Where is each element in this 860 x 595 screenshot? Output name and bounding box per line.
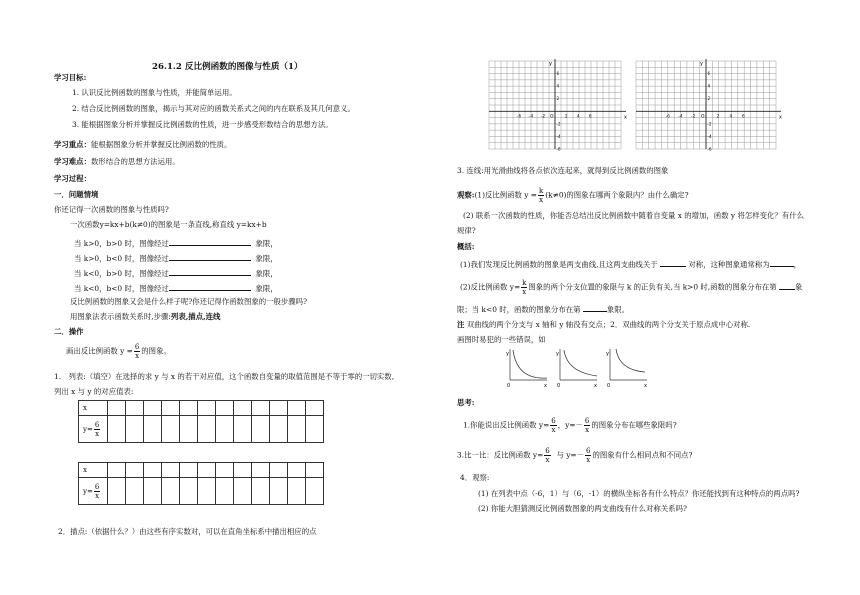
table-cell[interactable] xyxy=(126,478,144,505)
key-point xyxy=(54,140,231,149)
table-cell[interactable] xyxy=(288,478,306,505)
table-cell[interactable] xyxy=(216,401,234,416)
table-cell[interactable] xyxy=(198,463,216,478)
y-tick-label: -6 xyxy=(707,146,712,152)
table-cell[interactable] xyxy=(252,416,270,443)
think-1-text-c: 的图象分布在哪些象限吗? xyxy=(591,420,677,430)
summary-1-text: (1)我们发现反比例函数的图象是两支曲线,且这两支曲线关于 xyxy=(460,260,658,269)
key-label: 学习重点： xyxy=(54,140,91,149)
x-tick-label: -4 xyxy=(529,113,533,119)
step1-line1: 1. 列表:（填空）在选择的求 y 与 x 的若干对应值，这个函数自变量的取值范围是不等于零的一切实数, xyxy=(54,372,395,381)
denominator: x xyxy=(539,196,544,204)
summary-3 xyxy=(457,303,629,314)
table-cell[interactable] xyxy=(144,463,162,478)
table-cell[interactable] xyxy=(108,416,126,443)
table-cell[interactable] xyxy=(162,416,180,443)
goals-heading: 学习目标: xyxy=(54,73,87,82)
numerator: 6 xyxy=(134,343,140,351)
answer-blank[interactable] xyxy=(169,267,251,276)
steps-bold: 列表,描点,连线 xyxy=(170,312,221,321)
denominator: x xyxy=(135,352,140,360)
draw-text-end: 的图象。 xyxy=(141,346,171,356)
steps-text: 用图象法表示函数关系时,步骤: xyxy=(70,312,171,321)
goal-1: 1. 认识反比例函数的图象与性质，并能简单运用。 xyxy=(72,88,237,97)
coordinate-grid-2[interactable] xyxy=(634,58,784,154)
fraction xyxy=(521,279,527,296)
difficulty xyxy=(54,157,180,166)
coordinate-grid-1[interactable] xyxy=(487,58,629,154)
note xyxy=(457,320,750,329)
table-cell[interactable] xyxy=(108,478,126,505)
numerator: 6 xyxy=(94,420,100,429)
y-label: y= xyxy=(83,425,93,433)
case-cond: 当 k>0，b>0 时，图像经过 xyxy=(74,239,169,248)
x-tick-label: 2 xyxy=(716,113,720,119)
table-cell[interactable] xyxy=(252,478,270,505)
case-cond: 当 k<0，b>0 时，图像经过 xyxy=(74,269,169,278)
table-cell[interactable] xyxy=(180,416,198,443)
observe-text-end: (k≠0)的图象在哪两个象限内？由什么确定? xyxy=(545,190,689,200)
table-cell[interactable] xyxy=(306,416,324,443)
think-1-text: 1.你能说出反比例函数 y= xyxy=(463,420,550,430)
mistake-graph-3 xyxy=(603,346,649,388)
y-tick-label: 2 xyxy=(556,96,560,102)
x-axis-label: x xyxy=(624,114,627,121)
think-3 xyxy=(457,447,692,464)
table-y-header xyxy=(79,478,108,505)
table-y-header xyxy=(79,416,108,443)
table-cell[interactable] xyxy=(270,416,288,443)
fraction xyxy=(550,417,556,434)
y-axis-label: y xyxy=(700,61,703,67)
question-2b: 规律? xyxy=(457,226,476,235)
section1-heading: 一．问题情境 xyxy=(54,190,99,199)
answer-blank[interactable] xyxy=(770,258,794,267)
numerator: 6 xyxy=(94,482,100,491)
table-cell[interactable] xyxy=(270,478,288,505)
numerator: 6 xyxy=(585,447,591,455)
summary-heading: 概括: xyxy=(457,242,475,251)
table-cell[interactable] xyxy=(162,463,180,478)
goal-3: 3. 能根据图象分析并掌握反比例函数的性质，进一步感受形数结合的思想方法。 xyxy=(72,120,333,129)
answer-blank[interactable] xyxy=(169,282,251,291)
draw-text: 画出反比例函数 y = xyxy=(66,346,133,356)
y-tick-label: 2 xyxy=(707,96,711,102)
case-row xyxy=(74,252,278,263)
table-cell[interactable] xyxy=(306,463,324,478)
fraction xyxy=(94,483,100,500)
x-tick-label: 4 xyxy=(577,113,580,119)
table-cell[interactable] xyxy=(216,463,234,478)
think-heading: 思考: xyxy=(457,398,475,407)
table-cell[interactable] xyxy=(162,478,180,505)
table-cell[interactable] xyxy=(144,478,162,505)
x-tick-label: -4 xyxy=(678,113,683,119)
process-heading: 学习过程： xyxy=(54,174,91,183)
table-x-header: x xyxy=(79,463,108,478)
numerator: 6 xyxy=(584,417,590,425)
table-cell[interactable] xyxy=(288,463,306,478)
y-tick-label: 4 xyxy=(556,83,560,89)
summary-3-text-b: 象限。 xyxy=(606,305,630,314)
table-cell[interactable] xyxy=(126,416,144,443)
denominator: x xyxy=(522,288,527,296)
y-tick-label: -6 xyxy=(556,146,561,152)
x-tick-label: -2 xyxy=(691,113,696,119)
table-cell[interactable] xyxy=(180,401,198,416)
fraction xyxy=(538,187,544,204)
table-cell[interactable] xyxy=(306,401,324,416)
case-end: 象限， xyxy=(255,269,278,278)
mini-x-label: x xyxy=(644,383,647,388)
errors-intro: 画图时易犯的一些错误，如 xyxy=(457,335,546,344)
question-3: 反比例函数的图象又会是什么样子呢?你还记得作函数图象的一般步骤吗? xyxy=(70,297,308,306)
think-3-text-c: 的图象有什么相同点和不同点? xyxy=(592,450,693,460)
answer-blank[interactable] xyxy=(169,237,251,246)
fraction xyxy=(94,421,100,438)
numerator: 6 xyxy=(545,447,550,455)
x-tick-label: 6 xyxy=(742,113,745,119)
case-row xyxy=(74,237,278,248)
note-text: 双曲线的两个分支与 x 轴和 y 轴没有交点；2．双曲线的两个分支关于原点成中心对称. xyxy=(466,320,751,329)
observe-4-1: (1) 在列表中点（-6，1）与（6，-1）的横纵坐标各有什么特点？你还能找到有这种特点的两点吗? xyxy=(478,489,800,498)
think-3-text-b: 与 y=－ xyxy=(556,450,584,460)
mini-x-label: x xyxy=(594,383,597,388)
answer-blank[interactable] xyxy=(779,281,795,290)
case-end: 象限， xyxy=(255,239,278,248)
fraction xyxy=(134,343,140,360)
numerator: k xyxy=(522,279,527,287)
table-x-header: x xyxy=(79,401,108,416)
summary-3-text: 限；当 k<0 时，函数的图象分布在第 xyxy=(457,305,581,314)
table-cell[interactable] xyxy=(252,401,270,416)
case-end: 象限， xyxy=(255,284,278,293)
page-title: 26.1.2 反比例函数的图像与性质（1） xyxy=(152,62,303,72)
summary-2-text-b: 图象的两个分支位置的象限与 k 的正负有关,当 k>0 时,函数的图象分布在第 xyxy=(528,282,777,292)
mini-origin-label: 0 xyxy=(557,383,561,388)
table-cell[interactable] xyxy=(198,401,216,416)
table-cell[interactable] xyxy=(180,478,198,505)
case-cond: 当 k>0，b<0 时，图像经过 xyxy=(74,254,169,263)
goal-2: 2. 结合反比例函数的图象，揭示与其对应的函数关系式之间的内在联系及其几何意义。 xyxy=(72,104,355,113)
table-cell[interactable] xyxy=(216,416,234,443)
numerator: k xyxy=(539,187,544,195)
case-end: 象限， xyxy=(255,254,278,263)
origin-label: O xyxy=(550,114,554,120)
table-cell[interactable] xyxy=(198,416,216,443)
answer-blank[interactable] xyxy=(169,252,251,261)
note-label: 注 xyxy=(457,320,465,329)
summary-2 xyxy=(460,279,802,296)
y-tick-label: -2 xyxy=(556,121,561,127)
table-cell[interactable] xyxy=(126,401,144,416)
table-cell[interactable] xyxy=(288,416,306,443)
observe-1 xyxy=(457,187,689,204)
y-tick-label: 6 xyxy=(707,71,711,77)
answer-blank[interactable] xyxy=(583,303,607,312)
mistake-graph-1 xyxy=(503,346,549,388)
step3: 3. 连线:用光滑曲线将各点依次连起来，就得到反比例函数的图象 xyxy=(457,166,669,175)
table-cell[interactable] xyxy=(234,416,252,443)
observe-4-2: (2) 你能大胆猜测反比例函数图象的两支曲线有什么对称关系吗? xyxy=(478,504,687,513)
draw-instruction xyxy=(66,343,171,360)
step1-line2: 列出 x 与 y 的对应值表: xyxy=(54,387,134,396)
summary-2-text: (2)反比例函数 y= xyxy=(460,282,521,292)
observe-4: 4．观察: xyxy=(460,473,490,482)
table-cell[interactable] xyxy=(234,478,252,505)
y-tick-label: 4 xyxy=(707,83,711,89)
table-cell[interactable] xyxy=(234,401,252,416)
denominator: x xyxy=(95,491,100,500)
step2: 2．描点:（依据什么？）由这些有序实数对，可以在直角坐标系中描出相应的点 xyxy=(58,527,317,536)
summary-1-text-b: 对称，这种图象通常称为 xyxy=(688,260,770,269)
case-row xyxy=(74,267,278,278)
x-tick-label: 4 xyxy=(729,113,733,119)
observe-text: (1)反比例函数 y = xyxy=(474,190,538,200)
case-cond: 当 k<0，b<0 时，图像经过 xyxy=(74,284,169,293)
fraction xyxy=(585,447,591,464)
summary-1: (1)我们发现反比例函数的图象是两支曲线,且这两支曲线关于 对称，这种图象通常称为 ， xyxy=(460,260,802,269)
think-3-text: 3.比一比：反比例函数 y= xyxy=(457,450,544,460)
numerator: 6 xyxy=(551,417,556,425)
table-cell[interactable] xyxy=(144,416,162,443)
mini-y-label: y xyxy=(556,351,559,357)
summary-2-text-c: 象 xyxy=(795,282,803,292)
table-cell[interactable] xyxy=(108,463,126,478)
table-cell[interactable] xyxy=(144,401,162,416)
y-tick-label: -4 xyxy=(707,133,712,139)
denominator: x xyxy=(585,426,590,434)
table-cell[interactable] xyxy=(252,463,270,478)
question-1: 你还记得一次函数的图象与性质吗? xyxy=(54,205,169,214)
y-tick-label: -4 xyxy=(556,133,561,139)
question-2a: (2) 联系一次函数的性质，你能否总结出反比例函数中随着自变量 x 的增加，函数 y 将怎样变化？有什么 xyxy=(463,211,804,220)
origin-label: O xyxy=(701,114,705,120)
x-tick-label: 2 xyxy=(565,113,568,119)
fraction xyxy=(584,417,590,434)
think-1 xyxy=(463,417,677,434)
denominator: x xyxy=(95,429,100,438)
table-cell[interactable] xyxy=(270,401,288,416)
denominator: x xyxy=(545,456,550,464)
fraction xyxy=(544,447,550,464)
difficulty-label: 学习难点： xyxy=(54,157,91,166)
x-tick-label: -6 xyxy=(517,113,521,119)
table-cell[interactable] xyxy=(306,478,324,505)
y-label: y= xyxy=(83,487,93,495)
question-4 xyxy=(70,312,220,321)
section2-heading: 二．操作 xyxy=(54,327,84,336)
y-tick-label: 6 xyxy=(556,71,560,77)
mini-x-label: x xyxy=(544,383,547,388)
y-tick-label: -2 xyxy=(707,121,712,127)
x-tick-label: -2 xyxy=(541,113,545,119)
table-cell[interactable] xyxy=(234,463,252,478)
x-tick-label: 6 xyxy=(589,113,592,119)
table-cell[interactable] xyxy=(180,463,198,478)
denominator: x xyxy=(586,456,591,464)
table-cell[interactable] xyxy=(270,463,288,478)
difficulty-text: 数形结合的思想方法运用。 xyxy=(90,157,180,166)
denominator: x xyxy=(551,426,556,434)
table-cell[interactable] xyxy=(216,478,234,505)
table-cell[interactable] xyxy=(108,401,126,416)
case-row xyxy=(74,282,278,293)
question-2: 一次函数y=kx+b(k≠0)的图象是一条直线,称直线 y=kx+b xyxy=(70,220,267,229)
mini-y-label: y xyxy=(506,351,509,357)
x-axis-label: x xyxy=(779,114,782,121)
table-cell[interactable] xyxy=(288,401,306,416)
mistake-graph-2 xyxy=(553,346,599,388)
table-cell[interactable] xyxy=(162,401,180,416)
observe-label: 观察: xyxy=(457,190,475,200)
answer-blank[interactable] xyxy=(660,258,686,267)
mini-origin-label: 0 xyxy=(607,383,611,388)
y-axis-label: y xyxy=(549,61,552,67)
value-table-1 xyxy=(78,400,324,443)
mini-y-label: y xyxy=(606,351,609,357)
mini-origin-label: 0 xyxy=(507,383,511,388)
value-table-2 xyxy=(78,462,324,505)
table-cell[interactable] xyxy=(198,478,216,505)
think-1-text-b: ，y=－ xyxy=(557,420,583,430)
x-tick-label: -6 xyxy=(665,113,670,119)
key-text: 能根据图象分析并掌握反比例函数的性质。 xyxy=(90,140,232,149)
table-cell[interactable] xyxy=(126,463,144,478)
